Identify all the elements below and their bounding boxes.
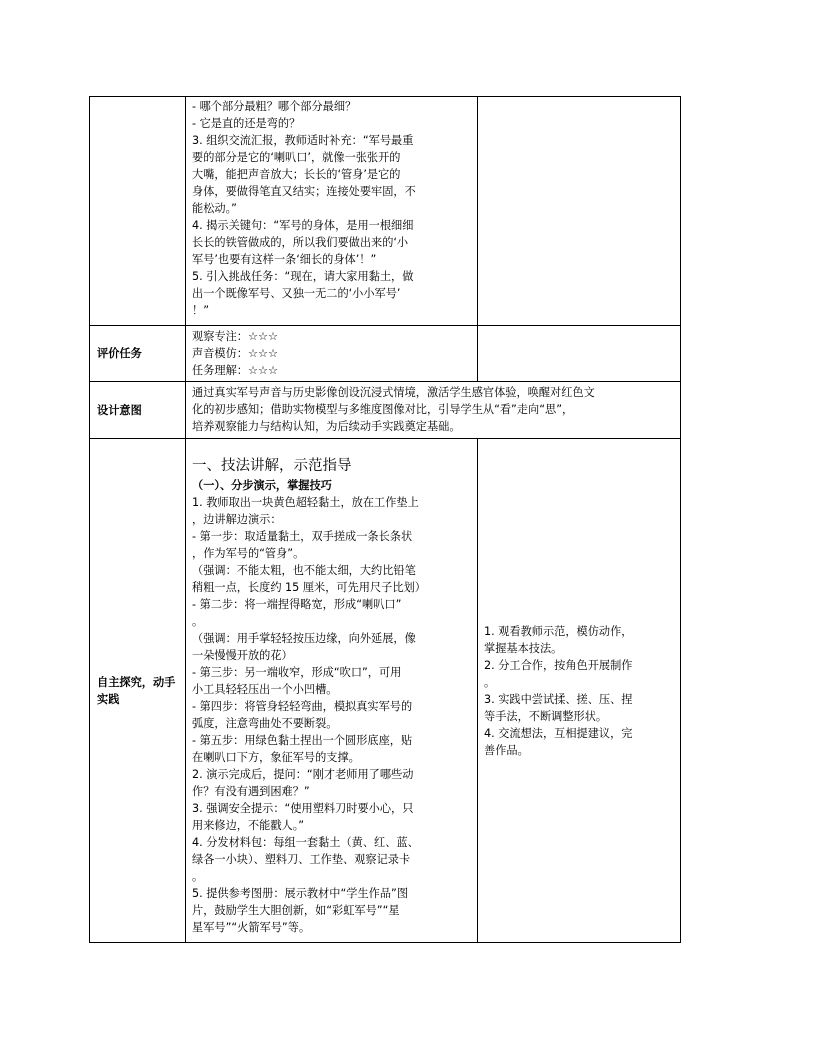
practice-line: 。 <box>192 615 204 628</box>
practice-line: - 第五步：用绿色黏土捏出一个圆形底座，贴 <box>192 734 413 747</box>
student-line: 。 <box>484 675 496 689</box>
practice-line: （强调：用手掌轻轻按压边缘，向外延展，像 <box>192 632 416 645</box>
practice-line: 弧度，注意弯曲处不要断裂。 <box>192 717 338 730</box>
intro-teacher-cell <box>186 97 478 326</box>
row-evaluation <box>90 326 681 382</box>
intro-line: 出一个既像军号、又独一无二的‘小小军号’ <box>192 287 401 300</box>
lesson-plan-table <box>89 96 681 943</box>
intro-line: - 哪个部分最粗？哪个部分最细？ <box>192 100 357 113</box>
practice-line: 用来修边，不能戳人。” <box>192 819 305 832</box>
intro-line: 大嘴，能把声音放大；长长的‘管身’是它的 <box>192 168 401 181</box>
student-line: 4. 交流想法，互相提建议，完 <box>484 726 633 740</box>
intro-line: ！” <box>192 304 209 317</box>
intro-line: 4. 揭示关键句：“军号的身体，是用一根细细 <box>192 219 414 232</box>
practice-heading: 一、技法讲解，示范指导 <box>192 458 352 474</box>
evaluation-label: 评价任务 <box>90 326 186 382</box>
row-design <box>90 382 681 439</box>
student-line: 1. 观看教师示范，模仿动作， <box>484 624 633 638</box>
evaluation-item: 观察专注：☆☆☆ <box>192 330 279 343</box>
practice-line: ，作为军号的“管身”。 <box>192 547 305 560</box>
practice-line: - 第三步：另一端收窄，形成“吹口”，可用 <box>192 666 402 679</box>
student-line: 3. 实践中尝试揉、搓、压、捏 <box>484 692 633 706</box>
design-text-cell <box>186 382 681 439</box>
practice-line: 2. 演示完成后，提问：“刚才老师用了哪些动 <box>192 768 414 781</box>
design-line: 化的初步感知；借助实物模型与多维度图像对比，引导学生从“看”走向“思”， <box>192 403 574 416</box>
practice-line: 1. 教师取出一块黄色超轻黏土，放在工作垫上 <box>192 496 419 509</box>
student-line: 善作品。 <box>484 743 529 757</box>
practice-line: （强调：不能太粗，也不能太细，大约比铅笔 <box>192 564 416 577</box>
practice-line: 小工具轻轻压出一个小凹槽。 <box>192 683 338 696</box>
intro-line: 长长的铁管做成的，所以我们要做出来的‘小 <box>192 236 409 249</box>
practice-subheading: （一）、分步演示，掌握技巧 <box>192 479 332 492</box>
intro-line: 能松动。” <box>192 202 237 215</box>
evaluation-item: 声音模仿：☆☆☆ <box>192 347 279 360</box>
practice-line: 5. 提供参考图册：展示教材中“学生作品”图 <box>192 887 409 900</box>
student-line: 等手法，不断调整形状。 <box>484 709 608 723</box>
student-line: 2. 分工合作，按角色开展制作 <box>484 658 633 672</box>
practice-line: 在喇叭口下方，象征军号的支撑。 <box>192 751 360 764</box>
intro-line: 3. 组织交流汇报，教师适时补充：“军号最重 <box>192 134 414 147</box>
row-intro <box>90 97 681 326</box>
intro-label-cell <box>90 97 186 326</box>
practice-line: 4. 分发材料包：每组一套黏土（黄、红、蓝、 <box>192 836 419 849</box>
intro-line: 要的部分是它的‘喇叭口’，就像一张张开的 <box>192 151 401 164</box>
practice-line: 一朵慢慢开放的花） <box>192 649 293 662</box>
practice-line: ，边讲解边演示： <box>192 513 282 526</box>
practice-line: - 第四步：将管身轻轻弯曲，模拟真实军号的 <box>192 700 413 713</box>
design-label: 设计意图 <box>90 382 186 439</box>
practice-line: 3. 强调安全提示：“使用塑料刀时要小心，只 <box>192 802 414 815</box>
practice-label: 自主探究，动手实践 <box>90 439 186 943</box>
practice-student-cell <box>478 439 681 943</box>
practice-line: 绿各一小块）、塑料刀、工作垫、观察记录卡 <box>192 853 411 866</box>
intro-line: 军号’也要有这样一条‘细长的身体’！” <box>192 253 377 266</box>
practice-line: 稍粗一点，长度约 15 厘米，可先用尺子比划） <box>192 581 426 594</box>
evaluation-item: 任务理解：☆☆☆ <box>192 364 279 377</box>
practice-line: 作？有没有遇到困难？” <box>192 785 310 798</box>
student-line: 掌握基本技法。 <box>484 641 563 655</box>
practice-teacher-cell <box>186 439 478 943</box>
practice-line: 。 <box>192 870 204 883</box>
evaluation-empty-cell <box>478 326 681 382</box>
practice-line: - 第一步：取适量黏土，双手搓成一条长条状 <box>192 530 413 543</box>
intro-line: 5. 引入挑战任务：“现在，请大家用黏土，做 <box>192 270 414 283</box>
practice-line: 片，鼓励学生大胆创新，如“彩虹军号”“星 <box>192 904 400 917</box>
practice-line: - 第二步：将一端捏得略宽，形成“喇叭口” <box>192 598 402 611</box>
practice-line: 星军号”“火箭军号”等。 <box>192 921 311 934</box>
evaluation-items-cell <box>186 326 478 382</box>
row-practice <box>90 439 681 943</box>
intro-line: - 它是直的还是弯的？ <box>192 117 301 130</box>
intro-line: 身体，要做得笔直又结实；连接处要牢固，不 <box>192 185 416 198</box>
design-line: 通过真实军号声音与历史影像创设沉浸式情境，激活学生感官体验，唤醒对红色文 <box>192 386 595 399</box>
design-line: 培养观察能力与结构认知，为后续动手实践奠定基础。 <box>192 420 461 433</box>
intro-student-cell <box>478 97 681 326</box>
